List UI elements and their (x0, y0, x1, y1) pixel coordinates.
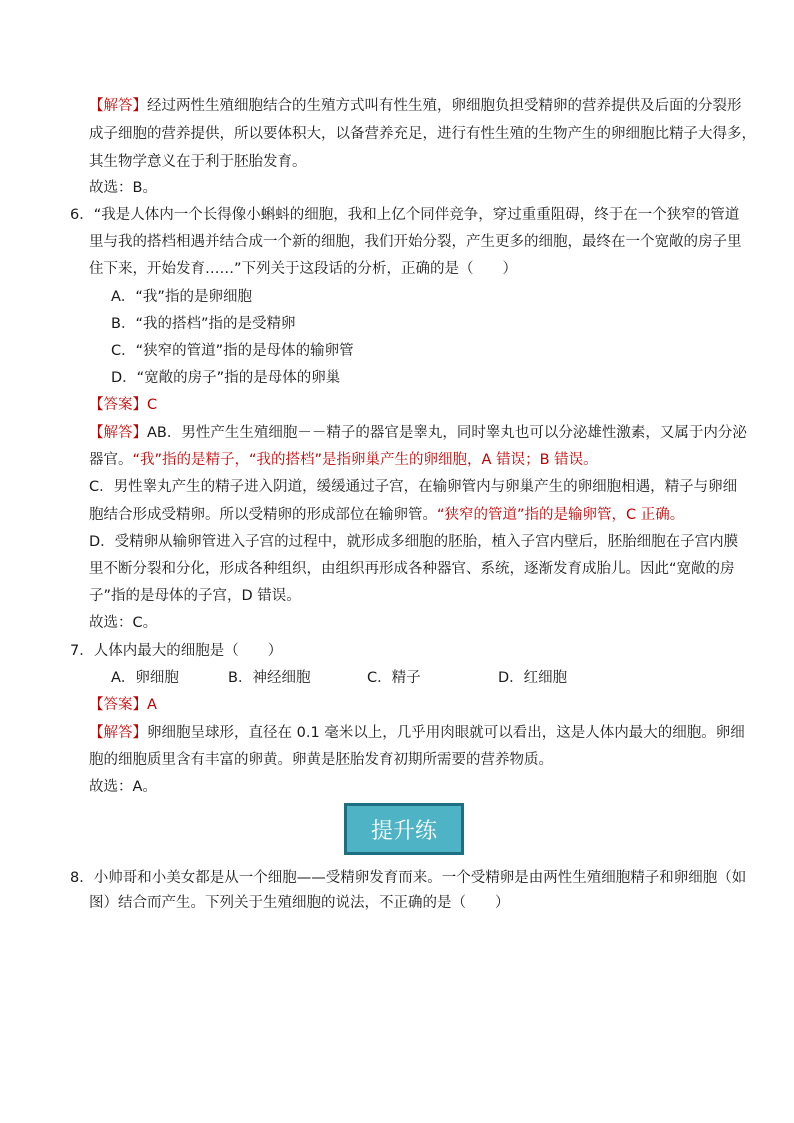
section-banner-label: 提升练 (370, 818, 437, 844)
answer-value: A (147, 697, 157, 713)
q6-explanation-line: 里不断分裂和分化，形成各种组织，由组织再形成各种器官、系统，逐渐发育成胎儿。因此“宽敞的房 (89, 561, 735, 577)
q6-option-d: D．“宽敞的房子”指的是母体的卵巢 (111, 370, 341, 386)
q6-explanation-line: 胞结合形成受精卵。所以受精卵的形成部位在输卵管。“狭窄的管道”指的是输卵管，C 正确。 (89, 507, 685, 523)
q5-explanation-line: 【解答】经过两性生殖细胞结合的生殖方式叫有性生殖，卵细胞负担受精卵的营养提供及后面的分裂形 (89, 98, 742, 114)
q7-stem: 7．人体内最大的细胞是（ ） (70, 643, 283, 659)
q7-explanation-line: 胞的细胞质里含有丰富的卵黄。卵黄是胚胎发育初期所需要的营养物质。 (89, 752, 553, 768)
q6-explanation-line: 【解答】AB．男性产生生殖细胞－－精子的器官是睾丸，同时睾丸也可以分泌雄性激素，又属于内分泌 (89, 425, 747, 441)
q6-stem-line: 住下来，开始发育……”下列关于这段话的分析，正确的是（ ） (89, 261, 518, 277)
q5-explanation-line: 其生物学意义在于利于胚胎发育。 (89, 154, 307, 170)
section-banner (344, 803, 464, 855)
q6-option-a: A．“我”指的是卵细胞 (111, 289, 252, 305)
q7-option-c: C．精子 (367, 670, 421, 686)
q6-conclusion: 故选：C。 (89, 615, 158, 631)
q6-explanation-line: D．受精卵从输卵管进入子宫的过程中，就形成多细胞的胚胎，植入子宫内壁后，胚胎细胞在子宫内膜 (89, 534, 739, 550)
q6-explanation-line: 子”指的是母体的子宫，D 错误。 (89, 588, 301, 604)
q5-conclusion: 故选：B。 (89, 180, 157, 196)
answer-label: 【答案】 (89, 397, 147, 413)
jieda-label: 【解答】 (89, 425, 147, 441)
q7-conclusion: 故选：A。 (89, 779, 157, 795)
jieda-label: 【解答】 (89, 725, 147, 741)
q6-option-b: B．“我的搭档”指的是受精卵 (111, 316, 296, 332)
q8-stem-line: 8．小帅哥和小美女都是从一个细胞——受精卵发育而来。一个受精卵是由两性生殖细胞精子和卵细胞（如 (70, 870, 747, 886)
q7-option-d: D．红细胞 (498, 670, 568, 686)
q6-option-c: C．“狭窄的管道”指的是母体的输卵管 (111, 343, 354, 359)
q6-stem-line: 6．“我是人体内一个长得像小蝌蚪的细胞，我和上亿个同伴竞争，穿过重重阻碍，终于在一个狭窄的管道 (70, 207, 740, 223)
q6-explanation-line: C．男性睾丸产生的精子进入阴道，缓缓通过子宫，在输卵管内与卵巢产生的卵细胞相遇，精子与卵细 (89, 479, 738, 495)
q6-stem-line: 里与我的搭档相遇并结合成一个新的细胞，我们开始分裂，产生更多的细胞，最终在一个宽敞的房子里 (89, 234, 742, 250)
q5-explanation-line: 成子细胞的营养提供，所以要体积大，以备营养充足，进行有性生殖的生物产生的卵细胞比精子大得多， (89, 126, 756, 142)
highlight-text: “我”指的是精子，“我的搭档”是指卵巢产生的卵细胞，A 错误；B 错误。 (132, 452, 598, 468)
jieda-label: 【解答】 (89, 98, 147, 114)
q7-option-b: B．神经细胞 (228, 670, 311, 686)
q6-explanation-line: 器官。“我”指的是精子，“我的搭档”是指卵巢产生的卵细胞，A 错误；B 错误。 (89, 452, 598, 468)
q8-stem-line: 图）结合而产生。下列关于生殖细胞的说法，不正确的是（ ） (89, 895, 510, 911)
answer-value: C (147, 397, 158, 413)
q7-explanation-line: 【解答】卵细胞呈球形，直径在 0.1 毫米以上，几乎用肉眼就可以看出，这是人体内最大的细胞。卵细 (89, 725, 745, 741)
q7-answer (89, 695, 157, 715)
highlight-text: “狭窄的管道”指的是输卵管，C 正确。 (437, 507, 685, 523)
q7-option-a: A．卵细胞 (111, 670, 179, 686)
q6-answer (89, 395, 157, 415)
answer-label: 【答案】 (89, 697, 147, 713)
